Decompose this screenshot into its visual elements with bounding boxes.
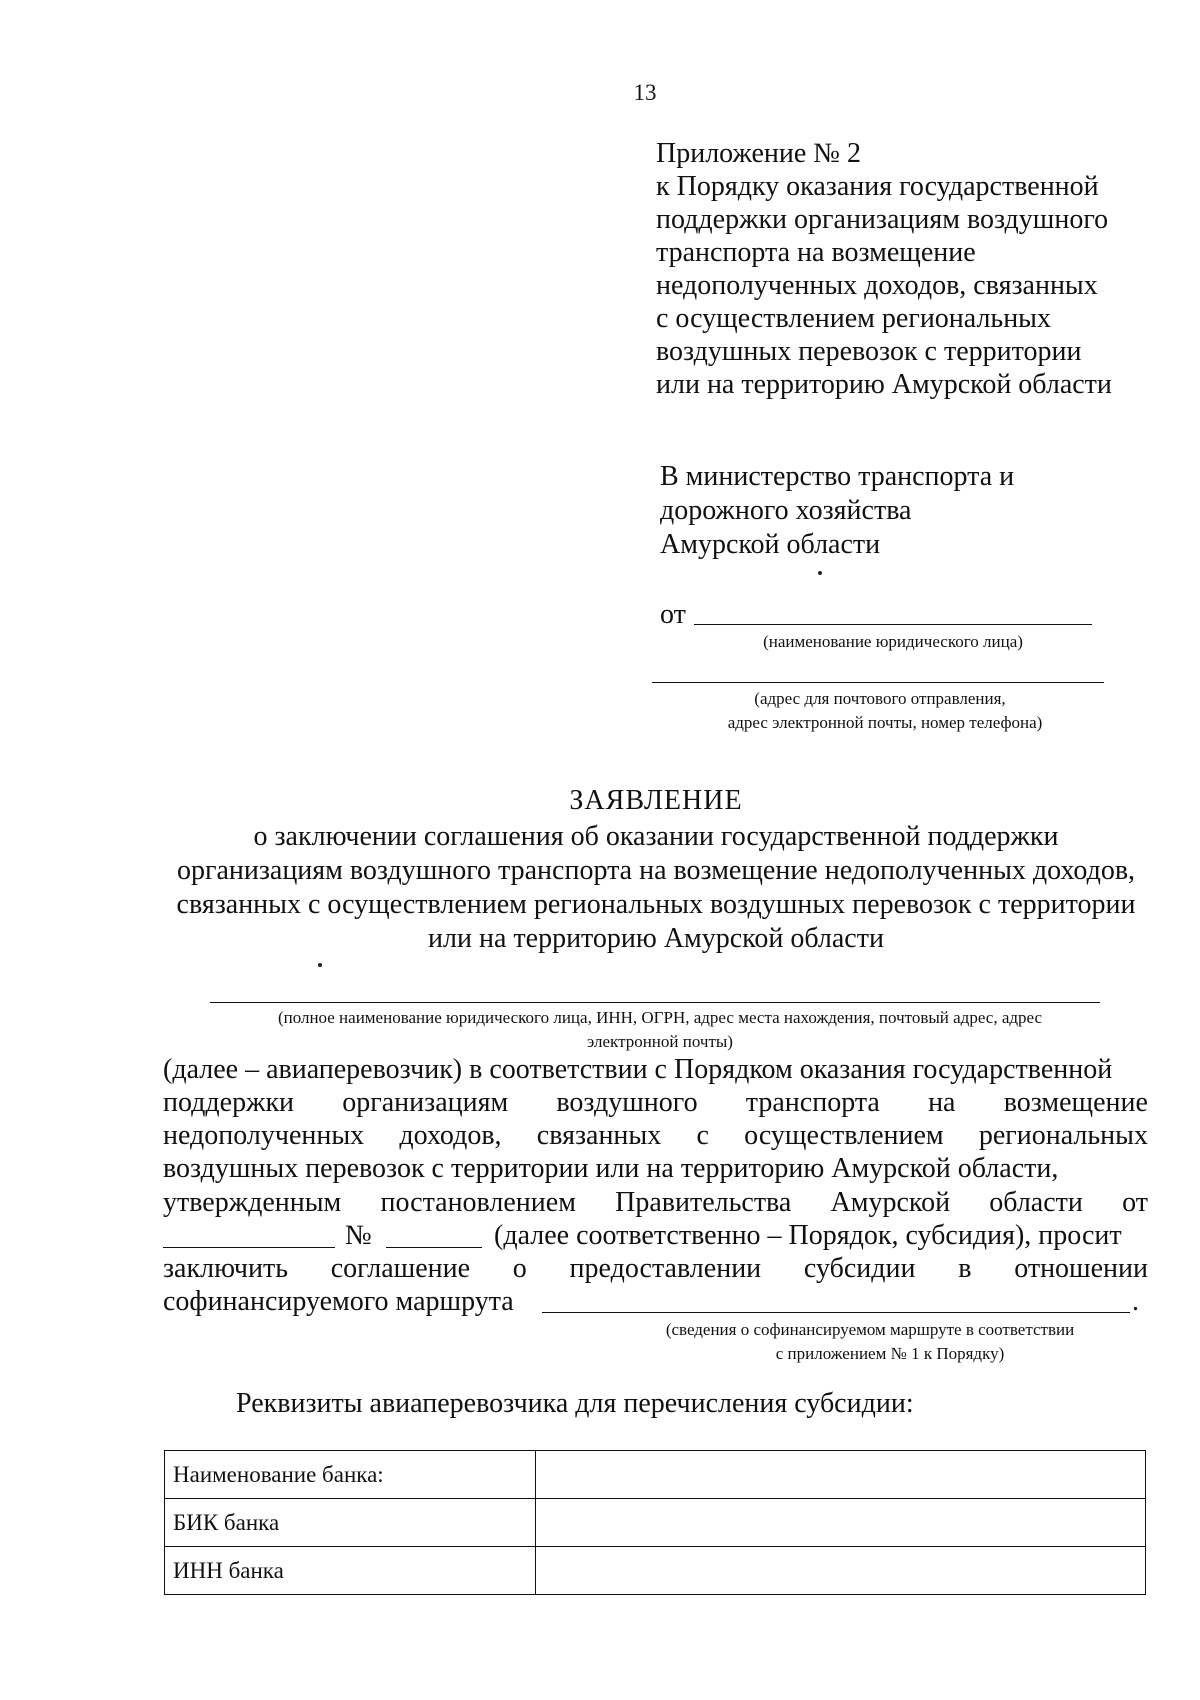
body-line-6-rest: (далее соответственно – Порядок, субсидия), просит xyxy=(494,1220,1122,1251)
body-line-5: утвержденным постановлением Правительства Амурской области от xyxy=(163,1187,1148,1218)
route-field-line[interactable] xyxy=(542,1312,1130,1313)
appendix-line: поддержки организациям воздушного xyxy=(656,204,1109,235)
bank-name-value[interactable] xyxy=(536,1451,1146,1499)
from-field-line[interactable] xyxy=(694,624,1092,625)
date-field-line[interactable] xyxy=(163,1247,335,1248)
appendix-line: к Порядку оказания государственной xyxy=(656,171,1099,202)
body-line-8-start: софинансируемого маршрута xyxy=(163,1286,514,1317)
appendix-line: воздушных перевозок с территории xyxy=(656,336,1082,367)
appendix-line: с осуществлением региональных xyxy=(656,303,1051,334)
body-line-1: (далее – авиаперевозчик) в соответствии с Порядком оказания государственной xyxy=(163,1054,1113,1085)
number-field-line[interactable] xyxy=(386,1247,482,1248)
subtitle-line: о заключении соглашения об оказании государственной поддержки xyxy=(253,821,1059,852)
requisites-heading: Реквизиты авиаперевозчика для перечисления субсидии: xyxy=(236,1388,914,1419)
recipient-line: Амурской области xyxy=(660,529,881,560)
stray-dot xyxy=(818,571,822,575)
subtitle-line: связанных с осуществлением региональных воздушных перевозок с территории xyxy=(176,889,1136,920)
address-caption-1: (адрес для почтового отправления, xyxy=(754,689,1006,708)
appendix-line: транспорта на возмещение xyxy=(656,237,976,268)
bank-bik-value[interactable] xyxy=(536,1499,1146,1547)
body-line-7: заключить соглашение о предоставлении субсидии в отношении xyxy=(163,1253,1148,1284)
address-field-line[interactable] xyxy=(652,682,1104,683)
table-row xyxy=(165,1499,1146,1547)
applicant-field-line[interactable] xyxy=(210,1002,1100,1003)
recipient-block xyxy=(660,460,1014,562)
from-label: от xyxy=(660,599,686,630)
recipient-line: В министерство транспорта и xyxy=(660,461,1015,492)
applicant-caption-1: (полное наименование юридического лица, ИНН, ОГРН, адрес места нахождения, почтовый адрес, адрес xyxy=(277,1008,1043,1027)
from-caption: (наименование юридического лица) xyxy=(763,632,1023,651)
body-line-2: поддержки организациям воздушного транспорта на возмещение xyxy=(163,1087,1148,1118)
body-line-3: недополученных доходов, связанных с осуществлением региональных xyxy=(163,1120,1148,1151)
route-caption-1: (сведения о софинансируемом маршруте в соответствии xyxy=(665,1320,1075,1339)
number-sign: № xyxy=(345,1220,372,1251)
subtitle-line: организациям воздушного транспорта на возмещение недополученных доходов, xyxy=(176,855,1136,886)
page-number: 13 xyxy=(633,80,657,105)
route-caption-2: с приложением № 1 к Порядку) xyxy=(775,1344,1005,1363)
appendix-line: Приложение № 2 xyxy=(656,138,861,169)
bank-bik-label: БИК банка xyxy=(165,1499,536,1547)
body-line-8-end: . xyxy=(1132,1286,1139,1317)
recipient-line: дорожного хозяйства xyxy=(660,495,912,526)
bank-inn-label: ИНН банка xyxy=(165,1547,536,1595)
address-caption-2: адрес электронной почты, номер телефона) xyxy=(727,713,1043,732)
requisites-table xyxy=(164,1450,1146,1595)
document-title: ЗАЯВЛЕНИЕ xyxy=(569,785,743,816)
table-row xyxy=(165,1451,1146,1499)
appendix-line: недополученных доходов, связанных xyxy=(656,270,1098,301)
stray-dot xyxy=(318,963,322,967)
body-line-4: воздушных перевозок с территории или на территорию Амурской области, xyxy=(163,1153,1059,1184)
applicant-caption-2: электронной почты) xyxy=(587,1032,733,1051)
subtitle-line: или на территорию Амурской области xyxy=(428,923,884,954)
document-subtitle xyxy=(150,820,1162,956)
bank-name-label: Наименование банка: xyxy=(165,1451,536,1499)
table-row xyxy=(165,1547,1146,1595)
appendix-line: или на территорию Амурской области xyxy=(656,369,1112,400)
bank-inn-value[interactable] xyxy=(536,1547,1146,1595)
appendix-block xyxy=(656,137,1112,401)
